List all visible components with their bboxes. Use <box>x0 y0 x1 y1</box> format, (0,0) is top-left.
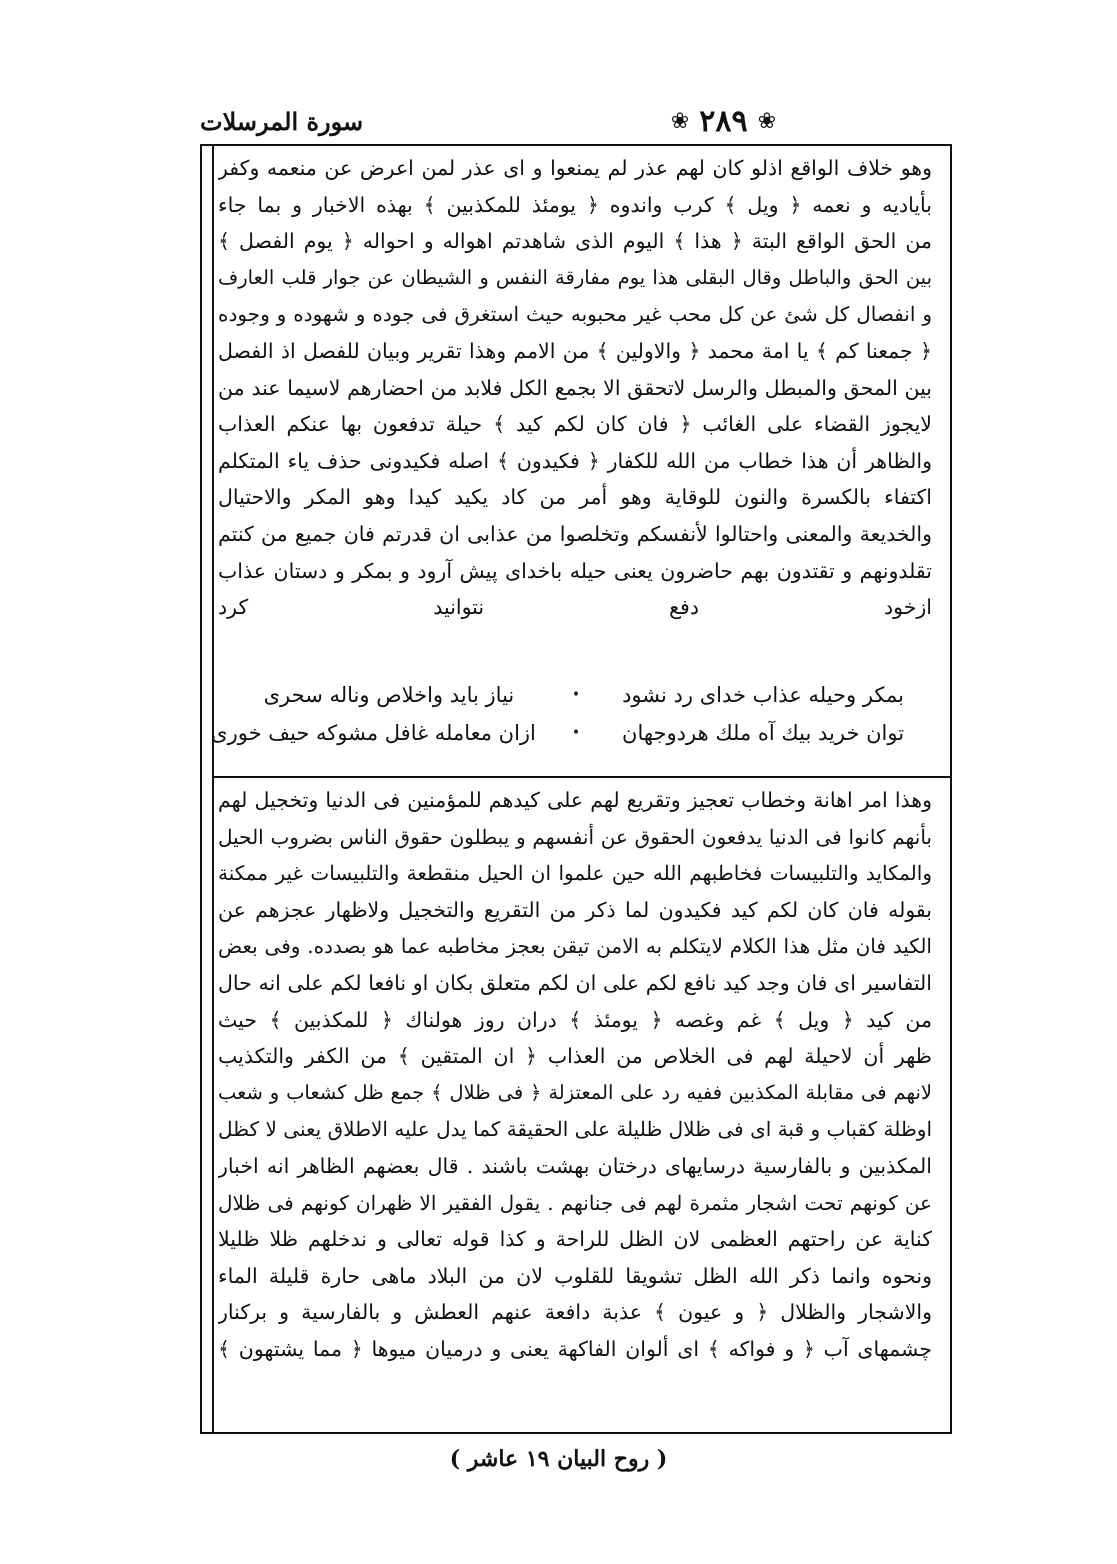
text-line: من كيد ﴿ ويل ﴾ غم وغصه ﴿ يومئذ ﴾ دران روز هولناك ﴿ للمكذبين ﴾ حيث <box>218 1007 932 1032</box>
text-line: و انفصال كل شئ عن كل محب غير محبوبه حيث استغرق فى جوده و شهوده و وجوده <box>218 302 932 327</box>
separator-dot: • <box>571 687 581 703</box>
hemistich: ازان معامله غافل مشوكه حيف خورى <box>211 721 536 745</box>
text-line: بأياديه و نعمه ﴿ ويل ﴾ كرب واندوه ﴿ يومئذ للمكذبين ﴾ بهذه الاخبار و بما جاء <box>218 192 932 217</box>
text-line: والظاهر أن هذا خطاب من الله للكفار ﴿ فكيدون ﴾ اصله فكيدونى حذف ياء المتكلم <box>218 448 932 473</box>
text-line: تقلدونهم و تقتدون بهم حاضرون يعنى حيله باخداى پيش آرود و بمكر و دستان عذاب <box>218 558 932 583</box>
text-line: لانهم فى مقابلة المكذبين ففيه رد على المعتزلة ﴿ فى ظلال ﴾ جمع ظل كشعاب و شعب <box>218 1080 932 1104</box>
text-line: چشمهاى آب ﴿ و فواكه ﴾ اى ألوان الفاكهة يعنى و درميان ميوها ﴿ مما يشتهون ﴾ <box>218 1336 932 1361</box>
page-number: ٢٨٩ <box>699 103 748 139</box>
text-line: بين الحق والباطل وقال البقلى هذا يوم مفارقة النفس و الشيطان عن جوار قلب العارف <box>218 265 932 289</box>
couplet <box>211 714 910 752</box>
couplet <box>242 676 910 714</box>
hemistich: توان خريد بيك آه ملك هردوجهان <box>622 721 905 745</box>
text-line: والخديعة والمعنى واحتالوا لأنفسكم وتخلصوا من عذابى ان قدرتم فان جميع من كنتم <box>218 521 932 546</box>
section-divider <box>212 776 950 778</box>
poetry-section <box>211 676 910 752</box>
text-frame <box>200 144 952 1434</box>
text-block-top <box>218 150 932 626</box>
page-number-group <box>671 104 776 139</box>
page-header <box>200 98 956 144</box>
text-line: التفاسير اى فان وجد كيد نافع لكم على ان لكم متعلق بكان او نافعا لكم على انه حال <box>218 970 932 995</box>
text-line: والاشجار والظلال ﴿ و عيون ﴾ عذبة دافعة عنهم العطش و بالفارسية و بركنار <box>218 1300 932 1325</box>
text-line: والمكايد والتلبيسات فخاطبهم الله حين علموا ان الحيل منقطعة والتلبيسات غير ممكنة <box>218 861 932 886</box>
text-line: كناية عن راحتهم العظمى لان الظل للراحة و كذا قوله تعالى و ندخلهم ظلا ظليلا <box>218 1227 932 1252</box>
text-line: بأنهم كانوا فى الدنيا يدفعون الحقوق عن أنفسهم و يبطلون حقوق الناس بضروب الحيل <box>218 824 932 849</box>
text-line: المكذبين و بالفارسية درسايهاى درختان بهشت باشند . قال بعضهم الظاهر انه اخبار <box>218 1153 932 1178</box>
separator-dot: • <box>571 725 581 741</box>
hemistich: نياز بايد واخلاص وناله سحرى <box>263 683 515 707</box>
ornament-icon: ❀ <box>670 108 690 134</box>
surah-name: سورة المرسلات <box>200 106 364 136</box>
text-line: بقوله فان كان لكم كيد فكيدون لما ذكر من التقريع والتخجيل ولاظهار عجزهم عن <box>218 897 932 922</box>
text-line: اوظلة كقباب و قبة اى فى ظلال ظليلة على الحقيقة كما يدل عليه الاطلاق يعنى لا كظل <box>218 1117 932 1142</box>
text-line: ظهر أن لاحيلة لهم فى الخلاص من العذاب ﴿ ان المتقين ﴾ من الكفر والتكذيب <box>218 1044 932 1069</box>
text-line: الكيد فان مثل هذا الكلام لايتكلم به الامن تيقن بعجز مخاطبه عما هو بصدده. وفى بعض <box>218 934 932 959</box>
page-footer: ( روح البيان ١٩ عاشر ) <box>449 1446 668 1472</box>
hemistich: بمكر وحيله عذاب خداى رد نشود <box>622 683 904 707</box>
text-line: من الحق الواقع البتة ﴿ هذا ﴾ اليوم الذى شاهدتم اهواله و احواله ﴿ يوم الفصل ﴾ <box>218 229 932 254</box>
text-line: وهو خلاف الواقع اذلو كان لهم عذر لم يمنعوا و اى عذر لمن اعرض عن منعمه وكفر <box>218 156 932 180</box>
text-line: ﴿ جمعنا كم ﴾ يا امة محمد ﴿ والاولين ﴾ من الامم وهذا تقرير وبيان للفصل اذ الفصل <box>218 338 932 363</box>
text-block-bottom <box>218 782 932 1368</box>
text-line: لايجوز القضاء على الغائب ﴿ فان كان لكم كيد ﴾ حيلة تدفعون بها عنكم العذاب <box>218 412 932 437</box>
ornament-icon: ❀ <box>757 108 776 134</box>
text-line: عن كونهم تحت اشجار مثمرة لهم فى جنانهم . يقول الفقير الا ظهران كونهم فى ظلال <box>218 1190 932 1215</box>
text-line: بين المحق والمبطل والرسل لاتحقق الا بجمع الكل فلابد من احضارهم لاسيما عند من <box>218 375 932 400</box>
text-line: وهذا امر اهانة وخطاب تعجيز وتقريع لهم على كيدهم للمؤمنين فى الدنيا وتخجيل لهم <box>218 788 932 812</box>
text-line: ونحوه وانما ذكر الله الظل تشويقا للقلوب لان من البلاد ماهى حارة قليلة الماء <box>218 1263 932 1288</box>
text-line: اكتفاء بالكسرة والنون للوقاية وهو أمر من كاد يكيد كيدا وهو المكر والاحتيال <box>218 485 932 510</box>
text-line: ازخود دفع نتوانيد كرد <box>218 595 932 620</box>
